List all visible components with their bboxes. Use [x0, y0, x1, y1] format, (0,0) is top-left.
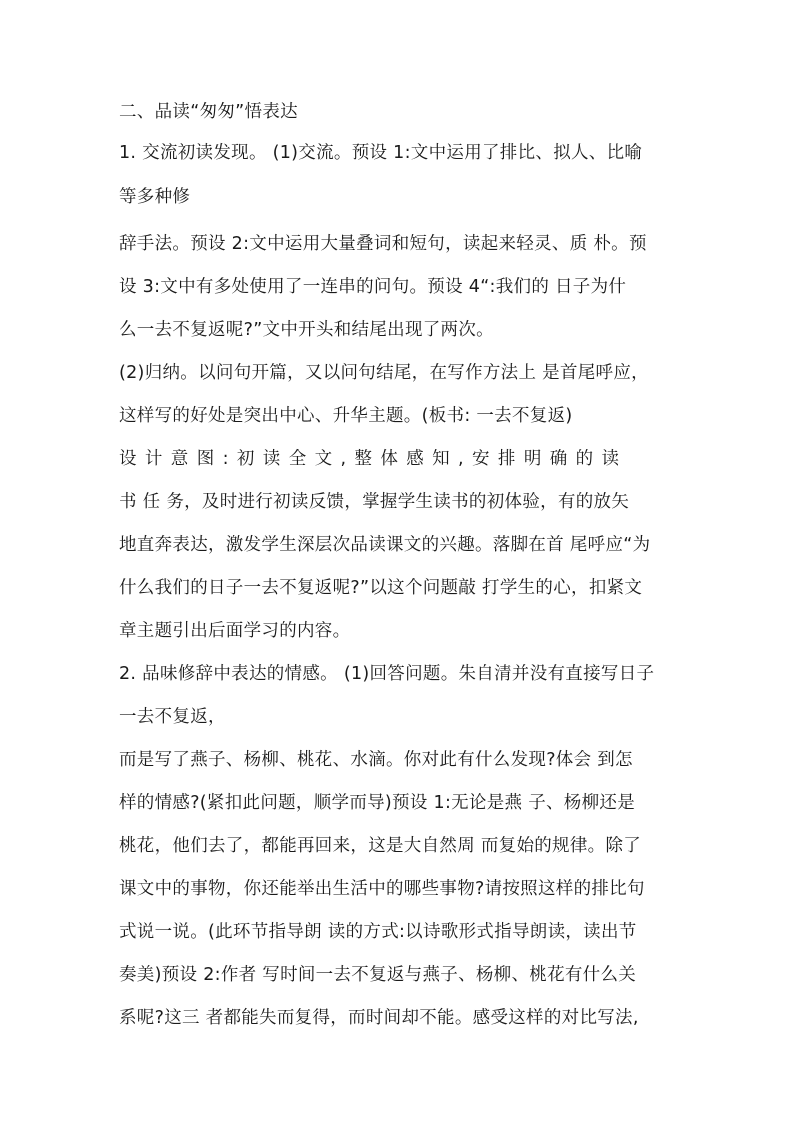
text-line: 么一去不复返呢?”文中开头和结尾出现了两次。 [119, 320, 494, 340]
text-line: 奏美)预设 2:作者 写时间一去不复返与燕子、杨柳、桃花有什么关 [119, 965, 637, 985]
text-line: 样的情感?(紧扣此问题，顺学而导)预设 1:无论是燕 子、杨柳还是 [119, 793, 635, 813]
text-line: 设 3:文中有多处使用了一连串的问句。预设 4“:我们的 日子为什 [119, 277, 627, 297]
text-line: 2. 品味修辞中表达的情感。 (1)回答问题。朱自清并没有直接写日子 [119, 664, 655, 684]
text-line: (2)归纳。以问句开篇，又以问句结尾，在写作方法上 是首尾呼应， [119, 363, 649, 383]
text-line: 1. 交流初读发现。 (1)交流。预设 1:文中运用了排比、拟人、比喻 [119, 143, 643, 163]
text-line: 章主题引出后面学习的内容。 [119, 621, 351, 641]
text-line: 式说一说。(此环节指导朗 读的方式:以诗歌形式指导朗读，读出节 [119, 922, 637, 942]
text-line: 地直奔表达，激发学生深层次品读课文的兴趣。落脚在首 尾呼应“为 [119, 535, 651, 555]
text-line: 桃花，他们去了，都能再回来，这是大自然周 而复始的规律。除了 [119, 836, 642, 856]
text-line: 系呢?这三 者都能失而复得，而时间却不能。感受这样的对比写法, [119, 1008, 639, 1028]
text-line: 课文中的事物，你还能举出生活中的哪些事物?请按照这样的排比句 [119, 879, 645, 899]
text-line: 书 任 务，及时进行初读反馈，掌握学生读书的初体验，有的放矢 [119, 492, 630, 512]
text-line: 什么我们的日子一去不复返呢?”以这个问题敲 打学生的心，扣紧文 [119, 578, 643, 598]
design-intent-line: 设计意图:初读全文,整体感知,安排明确的读 [119, 449, 628, 469]
text-line: 而是写了燕子、杨柳、桃花、水滴。你对此有什么发现?体会 到怎 [119, 750, 633, 770]
text-line: 辞手法。预设 2:文中运用大量叠词和短句，读起来轻灵、质 朴。预 [119, 234, 647, 254]
text-line: 这样写的好处是突出中心、升华主题。(板书: 一去不复返) [119, 406, 573, 426]
text-line: 等多种修 [119, 187, 191, 207]
section-heading: 二、品读“匆匆”悟表达 [119, 102, 298, 122]
text-line: 一去不复返， [119, 707, 226, 727]
